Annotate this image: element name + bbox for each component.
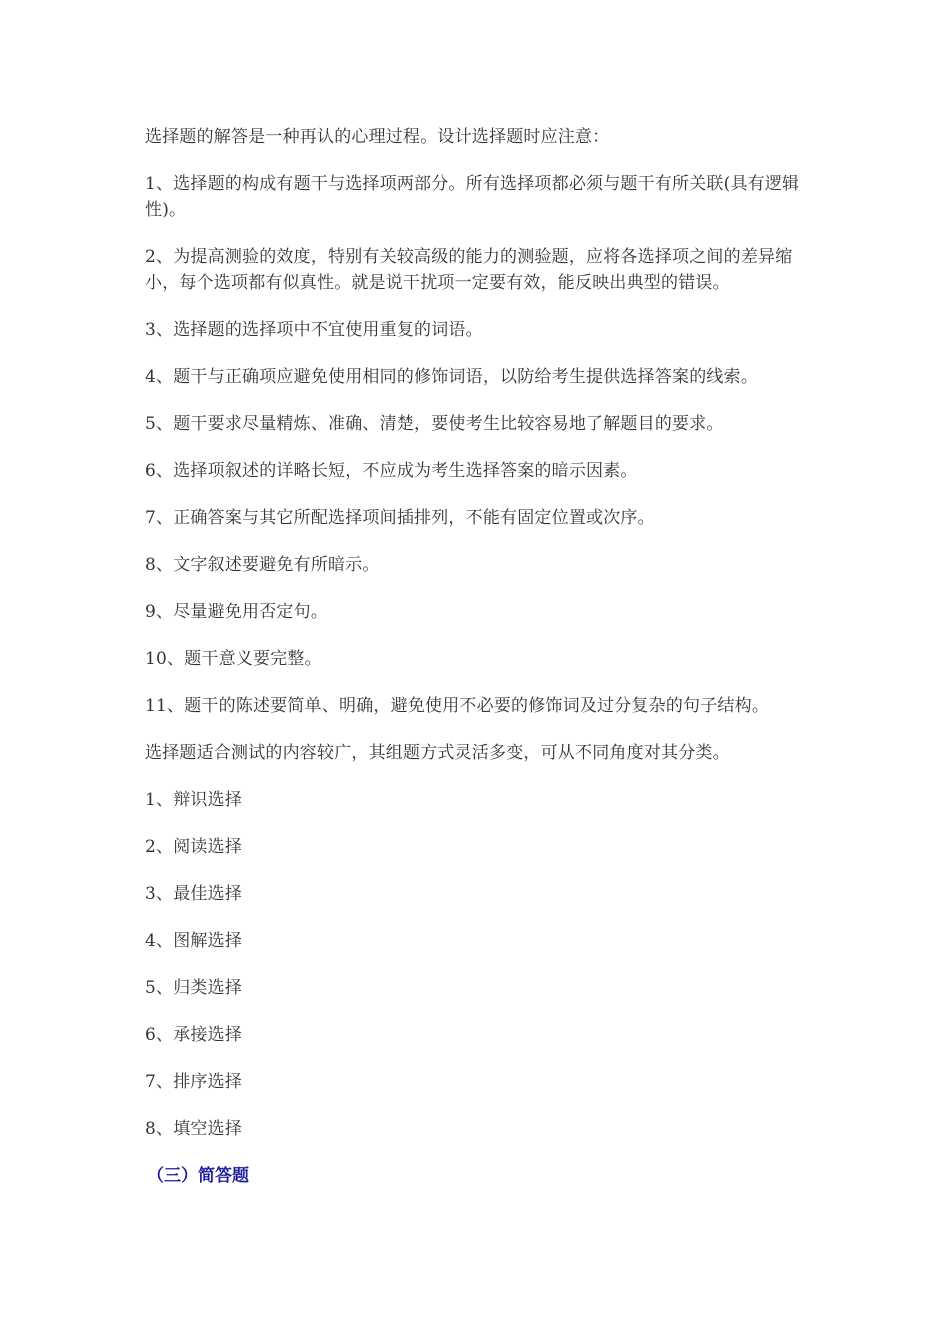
intro-paragraph: 选择题的解答是一种再认的心理过程。设计选择题时应注意： [145, 127, 610, 147]
guideline-item-4: 4、题干与正确项应避免使用相同的修饰词语，以防给考生提供选择答案的线索。 [145, 367, 759, 387]
type-item-5: 5、归类选择 [145, 978, 243, 998]
type-item-2: 2、阅读选择 [145, 837, 243, 857]
type-item-1: 1、辩识选择 [145, 790, 243, 810]
type-item-7: 7、排序选择 [145, 1072, 243, 1092]
guideline-item-8: 8、文字叙述要避免有所暗示。 [145, 555, 380, 575]
document-body [145, 124, 813, 1189]
guideline-item-9: 9、尽量避免用否定句。 [145, 602, 329, 622]
guideline-item-5: 5、题干要求尽量精炼、准确、清楚，要使考生比较容易地了解题目的要求。 [145, 414, 724, 434]
classification-intro: 选择题适合测试的内容较广，其组题方式灵活多变，可从不同角度对其分类。 [145, 743, 730, 763]
guideline-item-10: 10、题干意义要完整。 [145, 649, 322, 669]
type-item-4: 4、图解选择 [145, 931, 243, 951]
guideline-item-3: 3、选择题的选择项中不宜使用重复的词语。 [145, 320, 483, 340]
guideline-item-6: 6、选择项叙述的详略长短，不应成为考生选择答案的暗示因素。 [145, 461, 638, 481]
type-item-8: 8、填空选择 [145, 1119, 243, 1139]
guideline-item-1: 1、选择题的构成有题干与选择项两部分。所有选择项都必须与题干有所关联(具有逻辑性)。 [145, 174, 800, 220]
type-item-6: 6、承接选择 [145, 1025, 243, 1045]
type-item-3: 3、最佳选择 [145, 884, 243, 904]
section-heading: （三）简答题 [147, 1166, 249, 1186]
guideline-item-2: 2、为提高测验的效度，特别有关较高级的能力的测验题，应将各选择项之间的差异缩小，每个选项都有似真性。就是说干扰项一定要有效，能反映出典型的错误。 [145, 247, 793, 293]
guideline-item-11: 11、题干的陈述要简单、明确，避免使用不必要的修饰词及过分复杂的句子结构。 [145, 696, 770, 716]
guideline-item-7: 7、正确答案与其它所配选择项间插排列，不能有固定位置或次序。 [145, 508, 655, 528]
